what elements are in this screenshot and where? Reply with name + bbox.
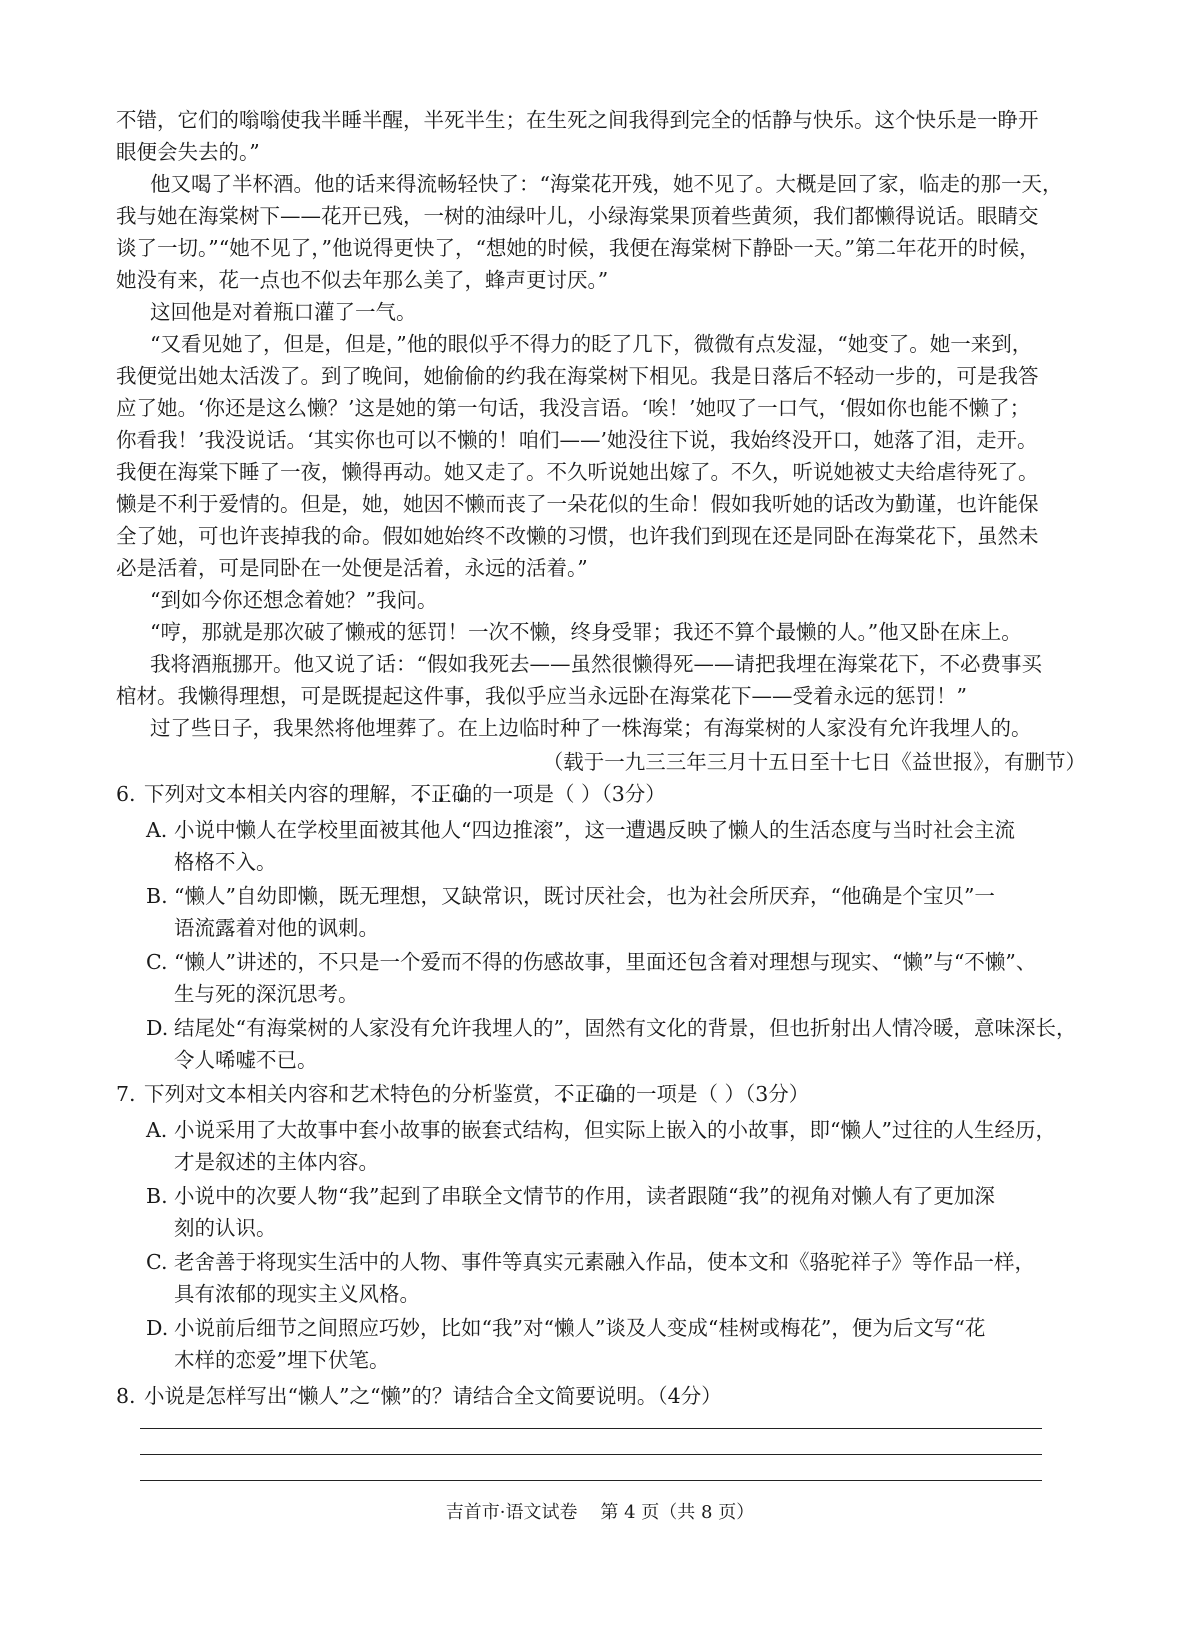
emphasis-char: 确 • [452,778,473,810]
passage-line: 我便在海棠下睡了一夜，懒得再动。她又走了。不久听说她出嫁了。不久，听说她被丈夫给虐待死了。 [116,460,1039,484]
passage-line: 过了些日子，我果然将他埋葬了。在上边临时种了一株海棠；有海棠树的人家没有允许我埋人的。 [150,716,1032,740]
option-d [146,1312,1086,1344]
passage-line: 懒是不利于爱情的。但是，她，她因不懒而丧了一朵花似的生命！假如我听她的话改为勤谨，也许能保 [116,492,1039,516]
option-label: D. [146,1316,169,1340]
option-text: 刻的认识。 [174,1216,277,1240]
answer-line[interactable] [140,1480,1042,1481]
option-text: 才是叙述的主体内容。 [174,1150,379,1174]
emphasis-char: 正 • [431,778,452,810]
page-footer: 吉首市·语文试卷 第 4 页（共 8 页） [445,1502,755,1523]
passage-line: 她没有来，花一点也不似去年那么美了，蜂声更讨厌。” [116,268,609,292]
passage-line: 应了她。‘你还是这么懒？’这是她的第一句话，我没言语。‘唉！’她叹了一口气，‘假如你也能不懒了； [116,396,1031,420]
question-6-stem [116,778,1086,810]
question-number: 7. [116,1082,136,1106]
emphasis-char: 确 • [595,1078,616,1110]
emphasis-char: 正 • [575,1078,596,1110]
question-8-stem [116,1380,1086,1412]
option-label: C. [146,950,168,974]
option-text: 生与死的深沉思考。 [174,982,359,1006]
passage-line: 他又喝了半杯酒。他的话来得流畅轻快了：“海棠花开残，她不见了。大概是回了家，临走的那一天， [150,172,1063,196]
emphasis-char: 不 • [411,778,432,810]
option-text: 小说采用了大故事中套小故事的嵌套式结构，但实际上嵌入的小故事，即“懒人”过往的人生经历， [174,1118,1056,1142]
question-stem-text: 的一项是（ ）（3分） [472,782,666,806]
option-label: A. [146,818,168,842]
option-label: A. [146,1118,168,1142]
passage-line: 眼便会失去的。” [116,140,260,164]
question-number: 8. [116,1384,136,1408]
emphasis-char: 不 • [554,1078,575,1110]
passage-line: “哼，那就是那次破了懒戒的惩罚！一次不懒，终身受罪；我还不算个最懒的人。”他又卧在床上。 [150,620,1022,644]
option-c [146,1246,1086,1278]
passage-line: 不错，它们的嗡嗡使我半睡半醒，半死半生；在生死之间我得到完全的恬静与快乐。这个快乐是一睁开 [116,108,1039,132]
option-text: “懒人”自幼即懒，既无理想，又缺常识，既讨厌社会，也为社会所厌弃，“他确是个宝贝”一 [174,884,995,908]
question-stem-text: 下列对文本相关内容和艺术特色的分析鉴赏， [144,1082,554,1106]
option-text: 小说中的次要人物“我”起到了串联全文情节的作用，读者跟随“我”的视角对懒人有了更加深 [174,1184,995,1208]
option-label: B. [146,884,168,908]
question-stem-text: 小说是怎样写出“懒人”之“懒”的？请结合全文简要说明。（4分） [144,1384,722,1408]
source-note: （载于一九三三年三月十五日至十七日《益世报》，有删节） [542,750,1086,774]
answer-line[interactable] [140,1428,1042,1429]
passage-line: 这回他是对着瓶口灌了一气。 [150,300,417,324]
passage-line: 全了她，可也许丧掉我的命。假如她始终不改懒的习惯，也许我们到现在还是同卧在海棠花下，虽然未 [116,524,1039,548]
option-text: 小说中懒人在学校里面被其他人“四边推滚”，这一遭遇反映了懒人的生活态度与当时社会主流 [174,818,1015,842]
option-text: 语流露着对他的讽刺。 [174,916,379,940]
option-text: 小说前后细节之间照应巧妙，比如“我”对“懒人”谈及人变成“桂树或梅花”，便为后文写“花 [174,1316,986,1340]
option-d [146,1012,1086,1044]
passage-line: 我便觉出她太活泼了。到了晚间，她偷偷的约我在海棠树下相见。我是日落后不轻动一步的，可是我答 [116,364,1039,388]
option-text: 老舍善于将现实生活中的人物、事件等真实元素融入作品，使本文和《骆驼祥子》等作品一样， [174,1250,1035,1274]
question-7-stem [116,1078,1086,1110]
option-a [146,814,1086,846]
option-b [146,1180,1086,1212]
passage-line: “又看见她了，但是，但是，”他的眼似乎不得力的眨了几下，微微有点发湿，“她变了。她一来到， [150,332,1033,356]
option-text: 具有浓郁的现实主义风格。 [174,1282,420,1306]
passage-line: 你看我！’我没说话。‘其实你也可以不懒的！咱们——’她没往下说，我始终没开口，她落了泪，走开。 [116,428,1038,452]
passage-line: 棺材。我懒得理想，可是既提起这件事，我似乎应当永远卧在海棠花下——受着永远的惩罚！” [116,684,967,708]
option-text: 格格不入。 [174,850,277,874]
option-label: C. [146,1250,168,1274]
passage-line: 我将酒瓶挪开。他又说了话：“假如我死去——虽然很懒得死——请把我埋在海棠花下，不必费事买 [150,652,1042,676]
question-stem-text: 下列对文本相关内容的理解， [144,782,411,806]
option-text: 木样的恋爱”埋下伏笔。 [174,1348,390,1372]
option-label: D. [146,1016,169,1040]
option-text: “懒人”讲述的，不只是一个爱而不得的伤感故事，里面还包含着对理想与现实、“懒”与“不懒”、 [174,950,1037,974]
option-text: 结尾处“有海棠树的人家没有允许我埋人的”，固然有文化的背景，但也折射出人情冷暖，意味深长， [174,1016,1077,1040]
question-stem-text: 的一项是（ ）（3分） [615,1082,810,1106]
option-c [146,946,1086,978]
question-number: 6. [116,782,136,806]
option-text: 令人唏嘘不已。 [174,1048,318,1072]
answer-line[interactable] [140,1454,1042,1455]
passage-line: 我与她在海棠树下——花开已残，一树的油绿叶儿，小绿海棠果顶着些黄须，我们都懒得说话。眼睛交 [116,204,1039,228]
option-b [146,880,1086,912]
passage-line: 必是活着，可是同卧在一处便是活着，永远的活着。” [116,556,588,580]
passage-line: “到如今你还想念着她？”我问。 [150,588,438,612]
option-label: B. [146,1184,168,1208]
option-a [146,1114,1086,1146]
passage-line: 谈了一切。”“她不见了，”他说得更快了，“想她的时候，我便在海棠树下静卧一天。”第二年花开的时候， [116,236,1040,260]
